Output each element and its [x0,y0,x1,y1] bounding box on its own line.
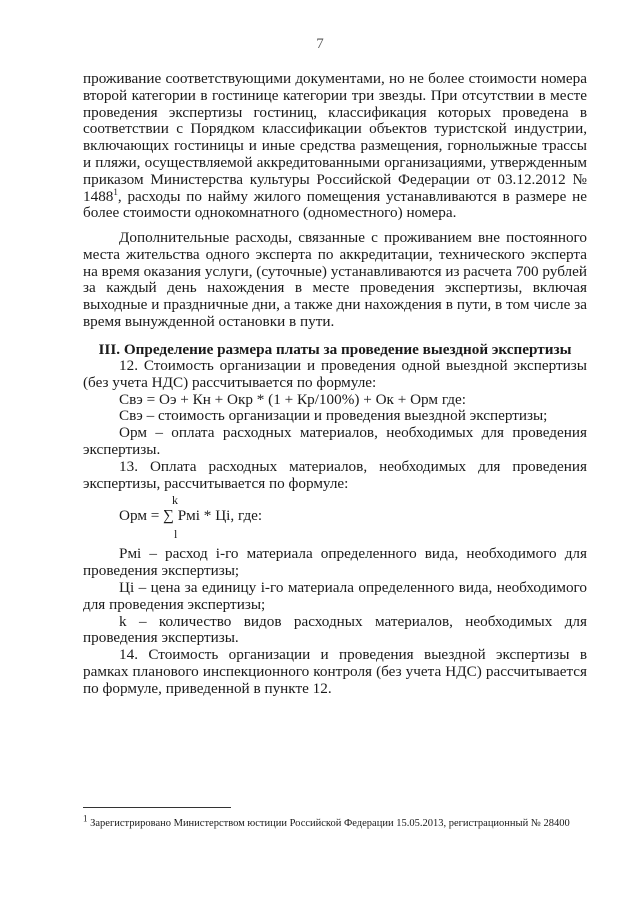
section-iii [83,341,587,698]
footnote-ref: 1 [113,186,118,197]
p1-text: проживание соответствующими документами, но не более стоимости номера второй категории в гостинице категории три звезды. При отсутствии в месте проведения экспертизы гостиниц, классификация которых проведена в соответствии с Порядком классификации объектов туристской индустрии, включающих гостиницы и иные средства размещения, горнолыжные трассы и пляжи, осуществляемой аккредитованными организациями, утвержденным приказом Министерства культуры Российской Федерации от 03.12.2012 № 1488 [83,70,587,205]
p2-text: Дополнительные расходы, связанные с проживанием вне постоянного места жительства одного эксперта по аккредитации, технического эксперта на время оказания услуги, (суточные) устанавливаются из расчета 700 рублей за каждый день нахождения в месте проведения экспертизы, включая выходные и праздничные дни, а также дни нахождения в пути, в том числе за время вынужденной остановки в пути. [83,229,587,330]
def-k: k – количество видов расходных материалов, необходимых для проведения экспертизы. [83,612,587,647]
p1-tail: , расходы по найму жилого помещения устанавливаются в размере не более стоимости однокомнатного (одноместного) номера. [83,187,587,222]
footnote-separator [83,807,231,808]
formula-svz: Свэ = Оэ + Кн + Окр * (1 + Кр/100%) + Ок + Орм где: [119,390,466,408]
clause-14: 14. Стоимость организации и проведения выездной экспертизы в рамках планового инспекционного контроля (без учета НДС) рассчитывается по формуле, приведенной в пункте 12. [83,646,587,697]
formula-orm [83,492,587,546]
def-ci: Цi – цена за единицу i-го материала определенного вида, необходимого для проведения экспертизы; [83,578,587,613]
paragraph-accommodation [83,71,587,222]
footnote [83,813,603,830]
page-number: 7 [316,36,324,52]
clause-12: 12. Стоимость организации и проведения одной выездной экспертизы (без учета НДС) рассчитывается по формуле: [83,357,587,391]
sum-lower-limit: l [174,527,178,542]
def-orm: Орм – оплата расходных материалов, необходимых для проведения экспертизы. [83,424,587,458]
section-heading: III. Определение размера платы за проведение выездной экспертизы [98,341,572,358]
sum-upper-limit: k [172,493,178,508]
def-rmi: Рмi – расход i-го материала определенного вида, необходимого для проведения экспертизы; [83,545,587,580]
footnote-text: Зарегистрировано Министерством юстиции Российской Федерации 15.05.2013, регистрационный № 28400 [87,818,570,829]
clause-13: 13. Оплата расходных материалов, необходимых для проведения экспертизы, рассчитывается по формуле: [83,457,587,492]
sum-expression: Орм = ∑ Рмi * Цi, где: [119,507,263,525]
paragraph-per-diem [83,230,587,331]
footnote-mark: 1 [83,813,88,824]
def-svz: Свэ – стоимость организации и проведения выездной экспертизы; [119,407,548,425]
